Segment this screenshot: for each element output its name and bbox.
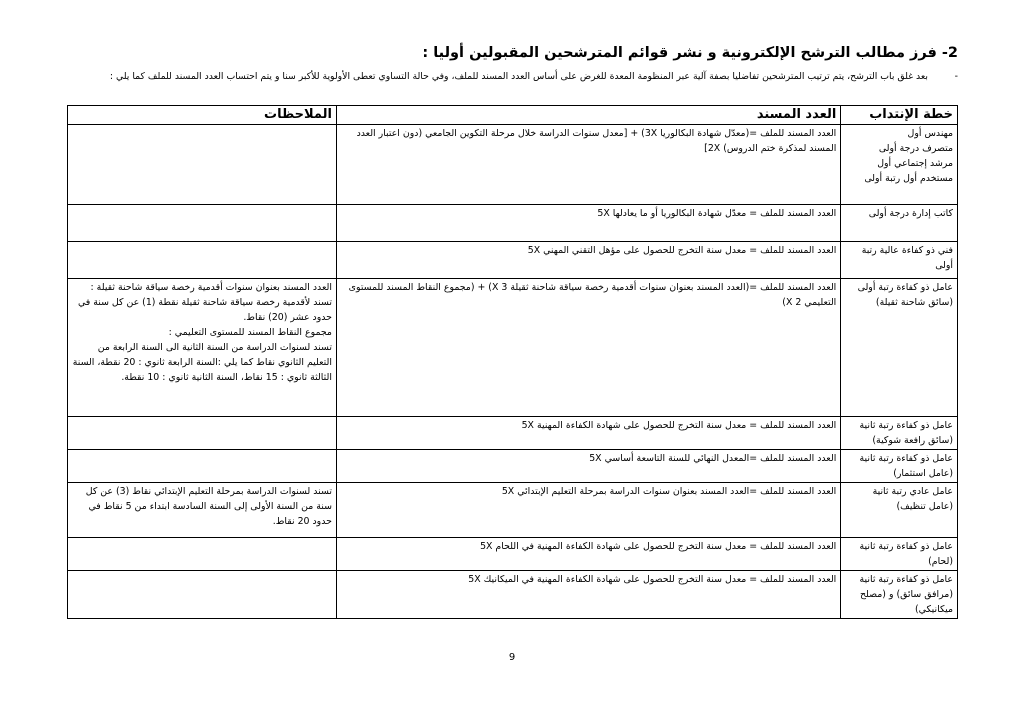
- score-cell: [336, 242, 840, 279]
- score-line: العدد المسند للملف =(معدّل شهادة البكالوريا 3X) + [معدل سنوات الدراسة خلال مرحلة التكوين الجامعي (دون اعتبار العدد المسند لمذكرة ختم الدروس) 2X]: [356, 128, 837, 154]
- header-score: العدد المسند: [336, 106, 840, 125]
- notes-cell: [68, 571, 337, 619]
- plan-cell: [841, 205, 958, 242]
- table-row: [68, 279, 958, 417]
- plan-line: متصرف درجة أولى: [878, 143, 953, 154]
- score-cell: [336, 205, 840, 242]
- plan-cell: [841, 242, 958, 279]
- score-cell: [336, 483, 840, 538]
- score-line: العدد المسند للملف = معدّل شهادة البكالوريا أو ما يعادلها 5X: [597, 208, 837, 219]
- table-row: [68, 417, 958, 450]
- plan-line: مرشد إجتماعي أول: [877, 158, 953, 169]
- plan-line: عامل عادي رتبة ثانية: [872, 486, 953, 497]
- plan-line: (عامل استثمار): [893, 468, 953, 479]
- plan-line: مهندس أول: [907, 128, 953, 139]
- section-heading: 2- فرز مطالب الترشح الإلكترونية و نشر قوائم المترشحين المقبولين أوليا :: [422, 45, 958, 61]
- plan-line: عامل ذو كفاءة رتبة ثانية: [859, 541, 953, 552]
- table-row: [68, 571, 958, 619]
- notes-cell: [68, 125, 337, 205]
- page-number: 9: [508, 652, 516, 663]
- plan-line: (سائق رافعة شوكية): [872, 435, 953, 446]
- notes-cell: [68, 483, 337, 538]
- score-cell: [336, 279, 840, 417]
- plan-line: عامل ذو كفاءة رتبة ثانية: [859, 453, 953, 464]
- plan-line: عامل ذو كفاءة رتبة ثانية: [859, 574, 953, 585]
- notes-cell: [68, 538, 337, 571]
- plan-line: عامل ذو كفاءة رتبة أولى: [857, 282, 953, 293]
- notes-line: تسند لسنوات الدراسة بمرحلة التعليم الإبتدائي نقاط (3) عن كل سنة من السنة الأولى إلى السنة السادسة ابتداء من 5 نقاط في حدود 20 نقاط.: [85, 486, 332, 527]
- scoring-table: [67, 105, 958, 619]
- table-row: [68, 242, 958, 279]
- intro-bullet: -: [954, 71, 958, 82]
- score-line: العدد المسند للملف =العدد المسند بعنوان سنوات الدراسة بمرحلة التعليم الإبتدائي 5X: [501, 486, 837, 497]
- notes-line: مجموع النقاط المسند للمستوى التعليمي :: [168, 327, 332, 338]
- plan-cell: [841, 125, 958, 205]
- plan-line: عامل ذو كفاءة رتبة ثانية: [859, 420, 953, 431]
- notes-line: العدد المسند بعنوان سنوات أقدمية رخصة سياقة شاحنة ثقيلة : تسند لأقدمية رخصة سياقة شاحنة ثقيلة نقطة (1) عن كل سنة في حدود عشر (20) نقاط.: [77, 282, 332, 323]
- table-row: [68, 205, 958, 242]
- score-cell: [336, 125, 840, 205]
- plan-cell: [841, 417, 958, 450]
- plan-line: (سائق شاحنة ثقيلة): [875, 297, 953, 308]
- notes-cell: [68, 205, 337, 242]
- plan-line: مستخدم أول رتبة أولى: [864, 173, 953, 184]
- table-header-row: [68, 106, 958, 125]
- intro-paragraph: [68, 70, 958, 84]
- plan-line: فني ذو كفاءة عالية رتبة أولى: [861, 245, 953, 271]
- intro-text: بعد غلق باب الترشح، يتم ترتيب المترشحين تفاضليا بصفة آلية عبر المنظومة المعدة للغرض على أساس العدد المسند للملف، وفي حالة التساوي تعطى الأولوية للأكبر سنا و يتم احتساب العدد المسند للملف كما يلي :: [109, 71, 928, 82]
- plan-line: (لحام): [928, 556, 953, 567]
- score-cell: [336, 450, 840, 483]
- score-line: العدد المسند للملف = معدل سنة التخرج للحصول على مؤهل التقني المهني 5X: [527, 245, 837, 256]
- score-line: العدد المسند للملف = معدل سنة التخرج للحصول على شهادة الكفاءة المهنية في اللحام 5X: [480, 541, 837, 552]
- score-cell: [336, 417, 840, 450]
- score-line: العدد المسند للملف = معدل سنة التخرج للحصول على شهادة الكفاءة المهنية في الميكانيك 5X: [468, 574, 837, 585]
- plan-cell: [841, 571, 958, 619]
- table-row: [68, 450, 958, 483]
- score-cell: [336, 538, 840, 571]
- notes-cell: [68, 279, 337, 417]
- header-plan: خطة الإنتداب: [841, 106, 958, 125]
- score-cell: [336, 571, 840, 619]
- table-row: [68, 538, 958, 571]
- notes-line: تسند لسنوات الدراسة من السنة الثانية الى السنة الرابعة من التعليم الثانوي نقاط كما يلي :السنة الرابعة ثانوي : 20 نقطة، السنة الثالثة ثانوي : 15 نقاط، السنة الثانية ثانوي : 10 نقطة.: [72, 342, 332, 383]
- header-notes: الملاحظات: [68, 106, 337, 125]
- plan-line: (مرافق سائق) و (مصلح ميكانيكي): [860, 589, 953, 615]
- notes-cell: [68, 450, 337, 483]
- plan-line: كاتب إدارة درجة أولى: [868, 208, 953, 219]
- table-row: [68, 125, 958, 205]
- plan-line: (عامل تنظيف): [896, 501, 953, 512]
- notes-cell: [68, 417, 337, 450]
- plan-cell: [841, 450, 958, 483]
- score-line: العدد المسند للملف =المعدل النهائي للسنة التاسعة أساسي 5X: [589, 453, 837, 464]
- plan-cell: [841, 483, 958, 538]
- plan-cell: [841, 279, 958, 417]
- notes-cell: [68, 242, 337, 279]
- table-row: [68, 483, 958, 538]
- plan-cell: [841, 538, 958, 571]
- score-line: العدد المسند للملف =(العدد المسند بعنوان سنوات أقدمية رخصة سياقة شاحنة ثقيلة 3 X) + (مجموع النقاط المسند للمستوى التعليمي X 2): [348, 282, 837, 308]
- score-line: العدد المسند للملف = معدل سنة التخرج للحصول على شهادة الكفاءة المهنية 5X: [521, 420, 837, 431]
